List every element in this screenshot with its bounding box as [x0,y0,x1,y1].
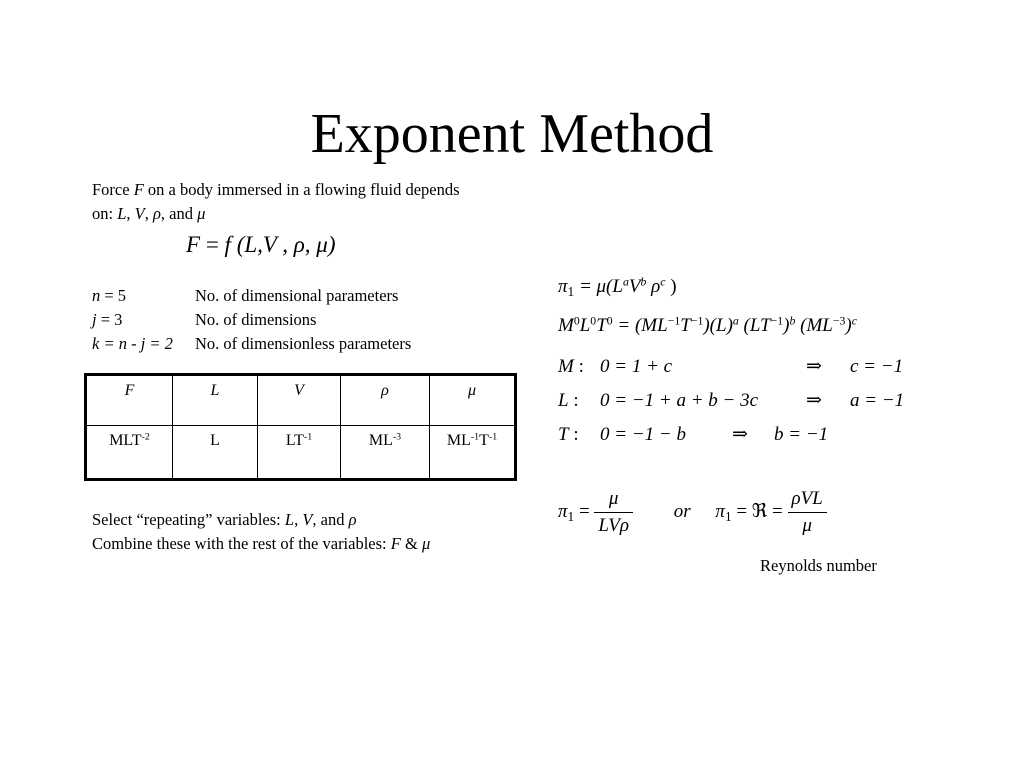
table-cell: $ML^{-3}$ [341,426,430,480]
exponent-row: T : 0 = −1 − b ⇒ b = −1 [558,424,829,445]
table-cell: $MLT^{-2}$ [86,426,173,480]
repeating-line-2: Combine these with the rest of the variables: F & μ [92,534,431,553]
table-cell: $LT^{-1}$ [258,426,341,480]
table-cell: $ML^{-1}T^{-1}$ [430,426,516,480]
intro-line-1: Force F on a body immersed in a flowing fluid depends [92,180,460,199]
dimensional-equation: $M^0L^0T^0 = (ML^{-1}T^{-1})(L)^a$ $(LT^{-1})^b$ $(ML^{-3})^c$ [558,314,857,336]
table-header-cell: F [86,375,173,426]
slide-title: Exponent Method [310,103,714,165]
table-header-cell: ρ [341,375,430,426]
exponent-row: M : 0 = 1 + c ⇒ c = −1 [558,356,904,377]
pi1-definition: $\pi_1 = \mu(L^aV^b$ $\rho^c$ ) [558,275,677,299]
dimension-table [84,373,517,481]
reynolds-number-label: Reynolds number [760,556,877,575]
intro-text [92,178,460,226]
intro-line-2: on: L, V, ρ, and μ [92,204,206,223]
param-row: n = 5 No. of dimensional parameters [92,286,399,305]
table-header-cell: V [258,375,341,426]
repeating-line-1: Select “repeating” variables: L, V, and ρ [92,510,357,529]
param-row: k = n - j = 2 No. of dimensionless parameters [92,334,412,353]
parameter-list [92,284,411,356]
param-row: j = 3 No. of dimensions [92,310,317,329]
fraction-mu-over-lvrho: $\frac{\mu}{\text{LVρ}}$ [594,488,633,537]
exponent-row: L : 0 = −1 + a + b − 3c ⇒ a = −1 [558,390,905,411]
table-row [86,426,516,480]
table-header-row [86,375,516,426]
exponent-equations [558,350,904,452]
fraction-reynolds: $\frac{\text{ρVL}}{\mu}$ [788,488,827,537]
main-equation: F = f (L,V , ρ, μ) [186,232,336,257]
table-header-cell: L [173,375,258,426]
table-header-cell: μ [430,375,516,426]
pi1-result: $\pi_1$ = $\frac{\mu}{\text{LVρ}}$ or $\pi_1$ = ℜ = $\frac{\text{ρVL}}{\mu}$ [558,488,827,537]
table-cell: L [173,426,258,480]
repeating-variables-text [92,508,430,556]
